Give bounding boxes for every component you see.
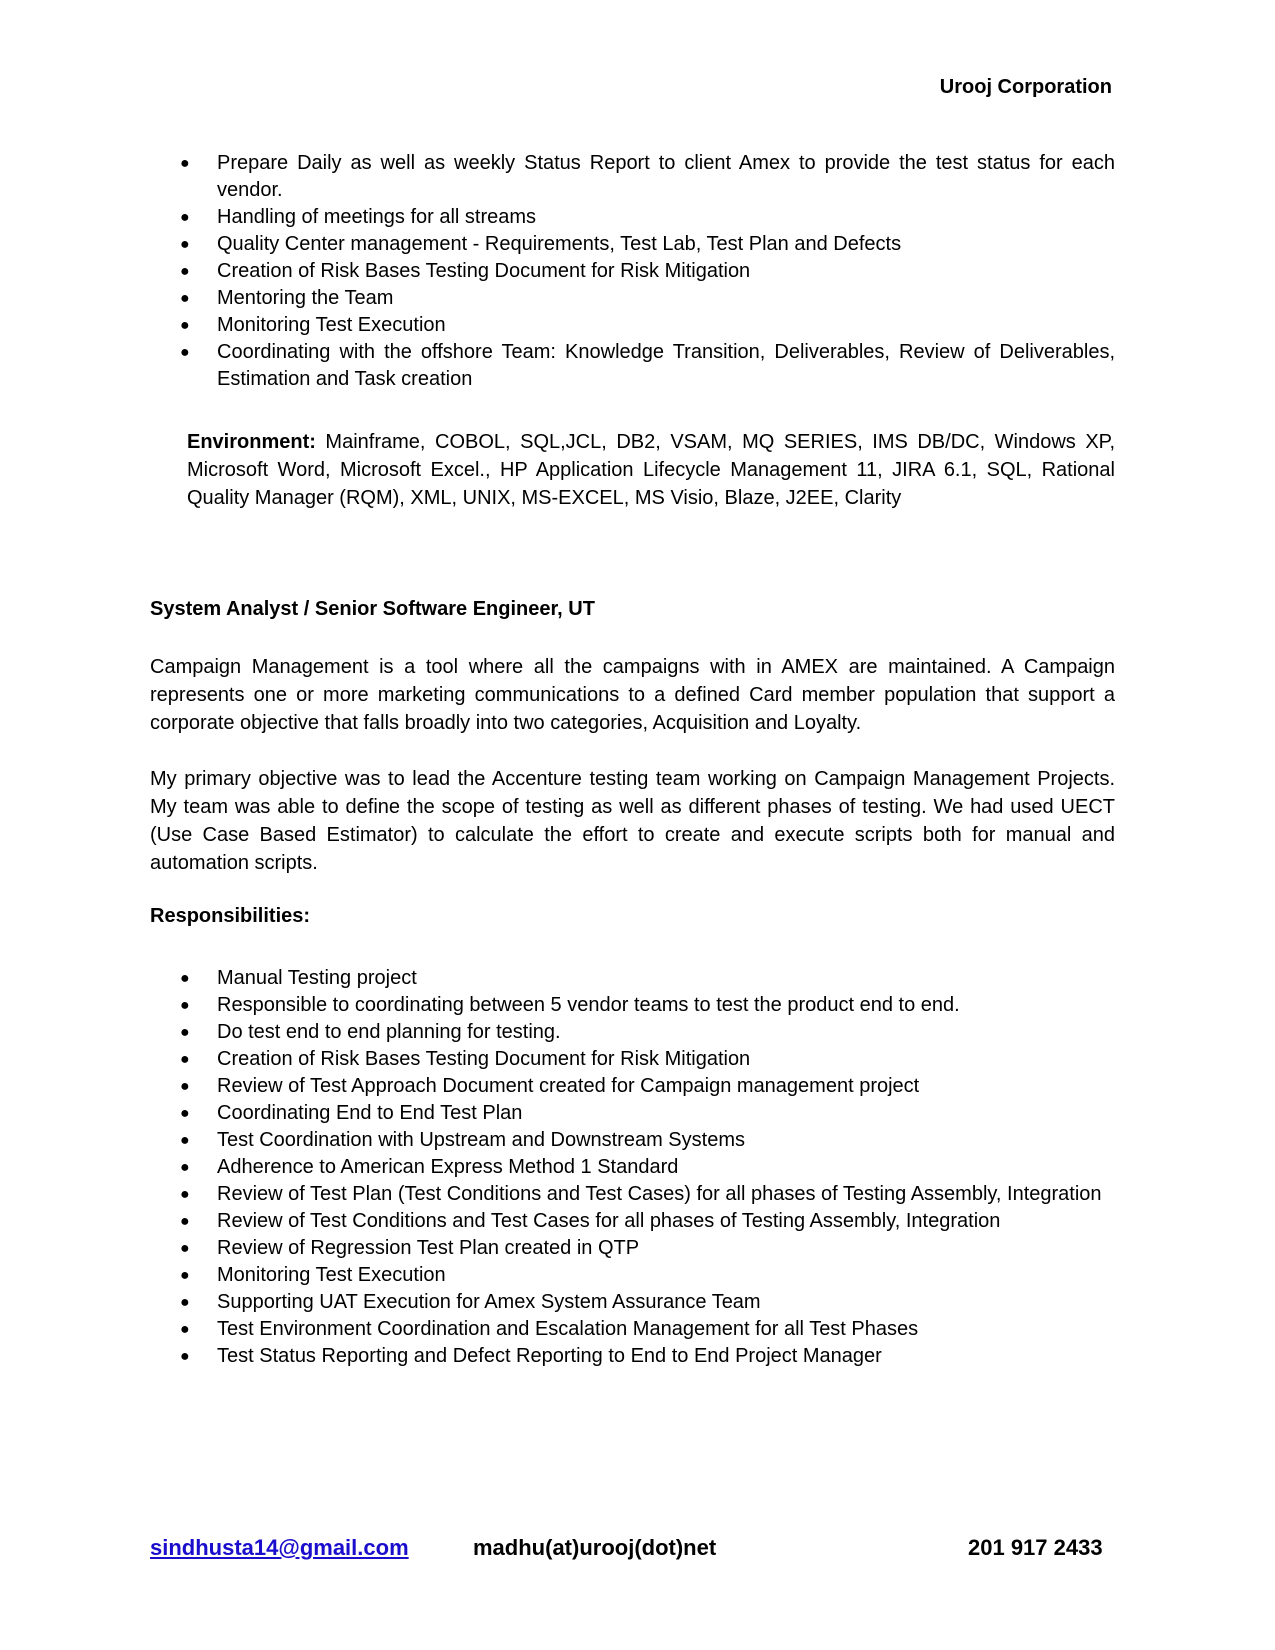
responsibilities-list <box>180 965 1115 1370</box>
bullet-icon: ● <box>180 1213 190 1230</box>
environment-text: Mainframe, COBOL, SQL,JCL, DB2, VSAM, MQ SERIES, IMS DB/DC, Windows XP, Microsoft Word, Microsoft Excel., HP Application Lifecycle Management 11, JIRA 6.1, SQL, Rational Quality Manager (RQM), XML, UNIX, MS-EXCEL, MS Visio, Blaze, J2EE, Clarity <box>187 431 1115 509</box>
phone-number: 201 917 2433 <box>968 1535 1103 1560</box>
alt-email: madhu(at)urooj(dot)net <box>473 1535 717 1560</box>
list-item: ● Monitoring Test Execution <box>180 1262 1115 1289</box>
list-item: ● Responsible to coordinating between 5 vendor teams to test the product end to end. <box>180 992 1115 1019</box>
list-item: ● Handling of meetings for all streams <box>180 204 1115 231</box>
bullet-icon: ● <box>180 1105 190 1122</box>
bullet-icon: ● <box>180 1294 190 1311</box>
duties-list <box>180 150 1115 393</box>
bullet-icon: ● <box>180 1321 190 1338</box>
bullet-icon: ● <box>180 155 190 172</box>
email-link[interactable]: sindhusta14@gmail.com <box>150 1535 409 1560</box>
company-header: Urooj Corporation <box>939 76 1112 98</box>
bullet-icon: ● <box>180 1051 190 1068</box>
list-item: ● Coordinating with the offshore Team: Knowledge Transition, Deliverables, Review of Deliverables, Estimation and Task creation <box>180 341 1115 390</box>
list-item: ● Test Coordination with Upstream and Downstream Systems <box>180 1127 1115 1154</box>
project-description: Campaign Management is a tool where all the campaigns with in AMEX are maintained. A Campaign represents one or more marketing communications to a defined Card member population that support a corporate objective that falls broadly into two categories, Acquisition and Loyalty. <box>150 656 1115 734</box>
bullet-icon: ● <box>180 1267 190 1284</box>
bullet-icon: ● <box>180 1024 190 1041</box>
responsibilities-heading: Responsibilities: <box>150 905 311 927</box>
bullet-icon: ● <box>180 209 190 226</box>
list-item: ● Manual Testing project <box>180 965 1115 992</box>
bullet-icon: ● <box>180 1078 190 1095</box>
bullet-icon: ● <box>180 317 190 334</box>
list-item: ● Creation of Risk Bases Testing Document for Risk Mitigation <box>180 258 1115 285</box>
list-item: ● Supporting UAT Execution for Amex System Assurance Team <box>180 1289 1115 1316</box>
list-item: ● Mentoring the Team <box>180 285 1115 312</box>
job-title: System Analyst / Senior Software Engineer, UT <box>150 598 595 620</box>
list-item: ● Review of Test Conditions and Test Cases for all phases of Testing Assembly, Integration <box>180 1208 1115 1235</box>
list-item: ● Coordinating End to End Test Plan <box>180 1100 1115 1127</box>
list-item: ● Test Environment Coordination and Escalation Management for all Test Phases <box>180 1316 1115 1343</box>
bullet-icon: ● <box>180 970 190 987</box>
environment-label: Environment: <box>187 431 316 453</box>
list-item: ● Review of Test Approach Document created for Campaign management project <box>180 1073 1115 1100</box>
list-item: ● Prepare Daily as well as weekly Status Report to client Amex to provide the test status for each vendor. <box>180 152 1115 201</box>
environment-paragraph <box>187 428 1115 512</box>
list-item: ● Creation of Risk Bases Testing Document for Risk Mitigation <box>180 1046 1115 1073</box>
bullet-icon: ● <box>180 1186 190 1203</box>
list-item: ● Review of Test Plan (Test Conditions and Test Cases) for all phases of Testing Assembly, Integration <box>180 1181 1115 1208</box>
list-item: ● Do test end to end planning for testing. <box>180 1019 1115 1046</box>
bullet-icon: ● <box>180 290 190 307</box>
list-item: ● Adherence to American Express Method 1 Standard <box>180 1154 1115 1181</box>
bullet-icon: ● <box>180 263 190 280</box>
bullet-icon: ● <box>180 1348 190 1365</box>
list-item: ● Monitoring Test Execution <box>180 312 1115 339</box>
contact-footer <box>0 1535 1275 1565</box>
list-item: ● Review of Regression Test Plan created in QTP <box>180 1235 1115 1262</box>
list-item: ● Quality Center management - Requirements, Test Lab, Test Plan and Defects <box>180 231 1115 258</box>
bullet-icon: ● <box>180 1240 190 1257</box>
objective-paragraph: My primary objective was to lead the Accenture testing team working on Campaign Management Projects. My team was able to define the scope of testing as well as different phases of testing. We had used UECT (Use Case Based Estimator) to calculate the effort to create and execute scripts both for manual and automation scripts. <box>150 768 1115 874</box>
list-item: ● Test Status Reporting and Defect Reporting to End to End Project Manager <box>180 1343 1115 1370</box>
bullet-icon: ● <box>180 997 190 1014</box>
bullet-icon: ● <box>180 344 190 361</box>
bullet-icon: ● <box>180 236 190 253</box>
bullet-icon: ● <box>180 1132 190 1149</box>
bullet-icon: ● <box>180 1159 190 1176</box>
